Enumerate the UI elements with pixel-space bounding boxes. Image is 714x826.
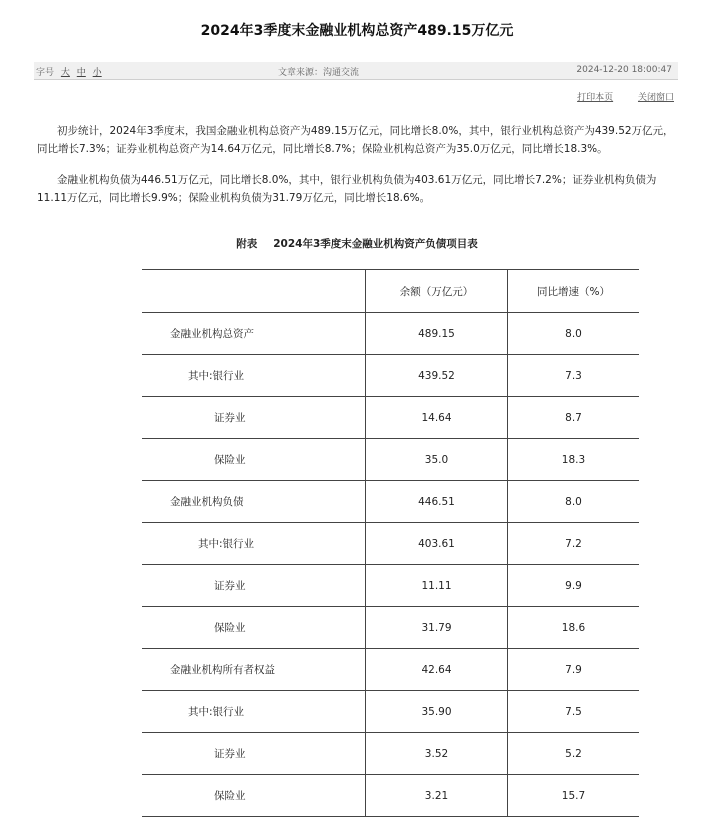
article-source: 文章来源：沟通交流 (278, 68, 360, 78)
row-balance: 446.51 (366, 481, 508, 523)
row-label: 金融业机构总资产 (142, 313, 366, 355)
row-label: 其中:银行业 (142, 355, 366, 397)
header-cell-balance: 余额（万亿元） (366, 270, 508, 313)
table-row (142, 481, 639, 523)
print-page-link[interactable]: 打印本页 (577, 93, 614, 103)
table-body (142, 313, 639, 817)
close-window-link[interactable]: 关闭窗口 (637, 93, 674, 103)
balance-sheet-table (142, 269, 639, 817)
row-balance: 31.79 (366, 607, 508, 649)
row-label: 其中:银行业 (142, 523, 366, 565)
row-growth: 9.9 (508, 565, 640, 607)
row-balance: 35.0 (366, 439, 508, 481)
header-cell-growth: 同比增速（%） (508, 270, 640, 313)
table-caption-title: 2024年3季度末金融业机构资产负债项目表 (273, 238, 478, 250)
row-growth: 7.3 (508, 355, 640, 397)
row-growth: 7.2 (508, 523, 640, 565)
table-caption-prefix: 附表 (236, 238, 258, 250)
row-balance: 14.64 (366, 397, 508, 439)
table-row (142, 565, 639, 607)
table-caption (0, 236, 714, 251)
row-growth: 7.9 (508, 649, 640, 691)
font-size-medium-link[interactable]: 中 (76, 68, 86, 78)
row-label: 证券业 (142, 733, 366, 775)
row-growth: 7.5 (508, 691, 640, 733)
header-cell-item (142, 270, 366, 313)
table-row (142, 439, 639, 481)
row-label: 金融业机构所有者权益 (142, 649, 366, 691)
font-size-selector (36, 65, 106, 78)
row-growth: 8.0 (508, 481, 640, 523)
table-row (142, 733, 639, 775)
row-label: 证券业 (142, 397, 366, 439)
row-label: 保险业 (142, 439, 366, 481)
table-row (142, 313, 639, 355)
table-row (142, 649, 639, 691)
table-row (142, 397, 639, 439)
row-balance: 439.52 (366, 355, 508, 397)
font-size-small-link[interactable]: 小 (92, 68, 102, 78)
row-balance: 403.61 (366, 523, 508, 565)
row-balance: 3.21 (366, 775, 508, 817)
article-title: 2024年3季度末金融业机构总资产489.15万亿元 (200, 23, 514, 39)
row-growth: 5.2 (508, 733, 640, 775)
row-growth: 8.0 (508, 313, 640, 355)
row-balance: 11.11 (366, 565, 508, 607)
table-row (142, 355, 639, 397)
font-size-large-link[interactable]: 大 (60, 68, 70, 78)
table-row (142, 775, 639, 817)
table-row (142, 607, 639, 649)
article-paragraph: 金融业机构负债为446.51万亿元，同比增长8.0%，其中，银行业机构负债为403.61万亿元，同比增长7.2%；证券业机构负债为11.11万亿元，同比增长9.9%；保险业机构负债为31.79万亿元，同比增长18.6%。 (37, 174, 657, 204)
row-label: 证券业 (142, 565, 366, 607)
article-date: 2024-12-20 18:00:47 (576, 65, 672, 75)
row-label: 其中:银行业 (142, 691, 366, 733)
article-paragraph: 初步统计，2024年3季度末，我国金融业机构总资产为489.15万亿元，同比增长8.0%，其中，银行业机构总资产为439.52万亿元，同比增长7.3%；证券业机构总资产为14.64万亿元，同比增长8.7%；保险业机构总资产为35.0万亿元，同比增长18.3%。 (37, 125, 674, 155)
row-growth: 15.7 (508, 775, 640, 817)
row-balance: 489.15 (366, 313, 508, 355)
row-label: 金融业机构负债 (142, 481, 366, 523)
row-growth: 18.6 (508, 607, 640, 649)
row-balance: 3.52 (366, 733, 508, 775)
article-meta-bar (34, 62, 678, 80)
row-label: 保险业 (142, 775, 366, 817)
table-row (142, 523, 639, 565)
table-row (142, 691, 639, 733)
row-growth: 18.3 (508, 439, 640, 481)
page-actions (555, 90, 674, 103)
row-label: 保险业 (142, 607, 366, 649)
row-balance: 35.90 (366, 691, 508, 733)
font-size-label: 字号 (36, 68, 55, 78)
row-growth: 8.7 (508, 397, 640, 439)
table-header-row (142, 270, 639, 313)
row-balance: 42.64 (366, 649, 508, 691)
